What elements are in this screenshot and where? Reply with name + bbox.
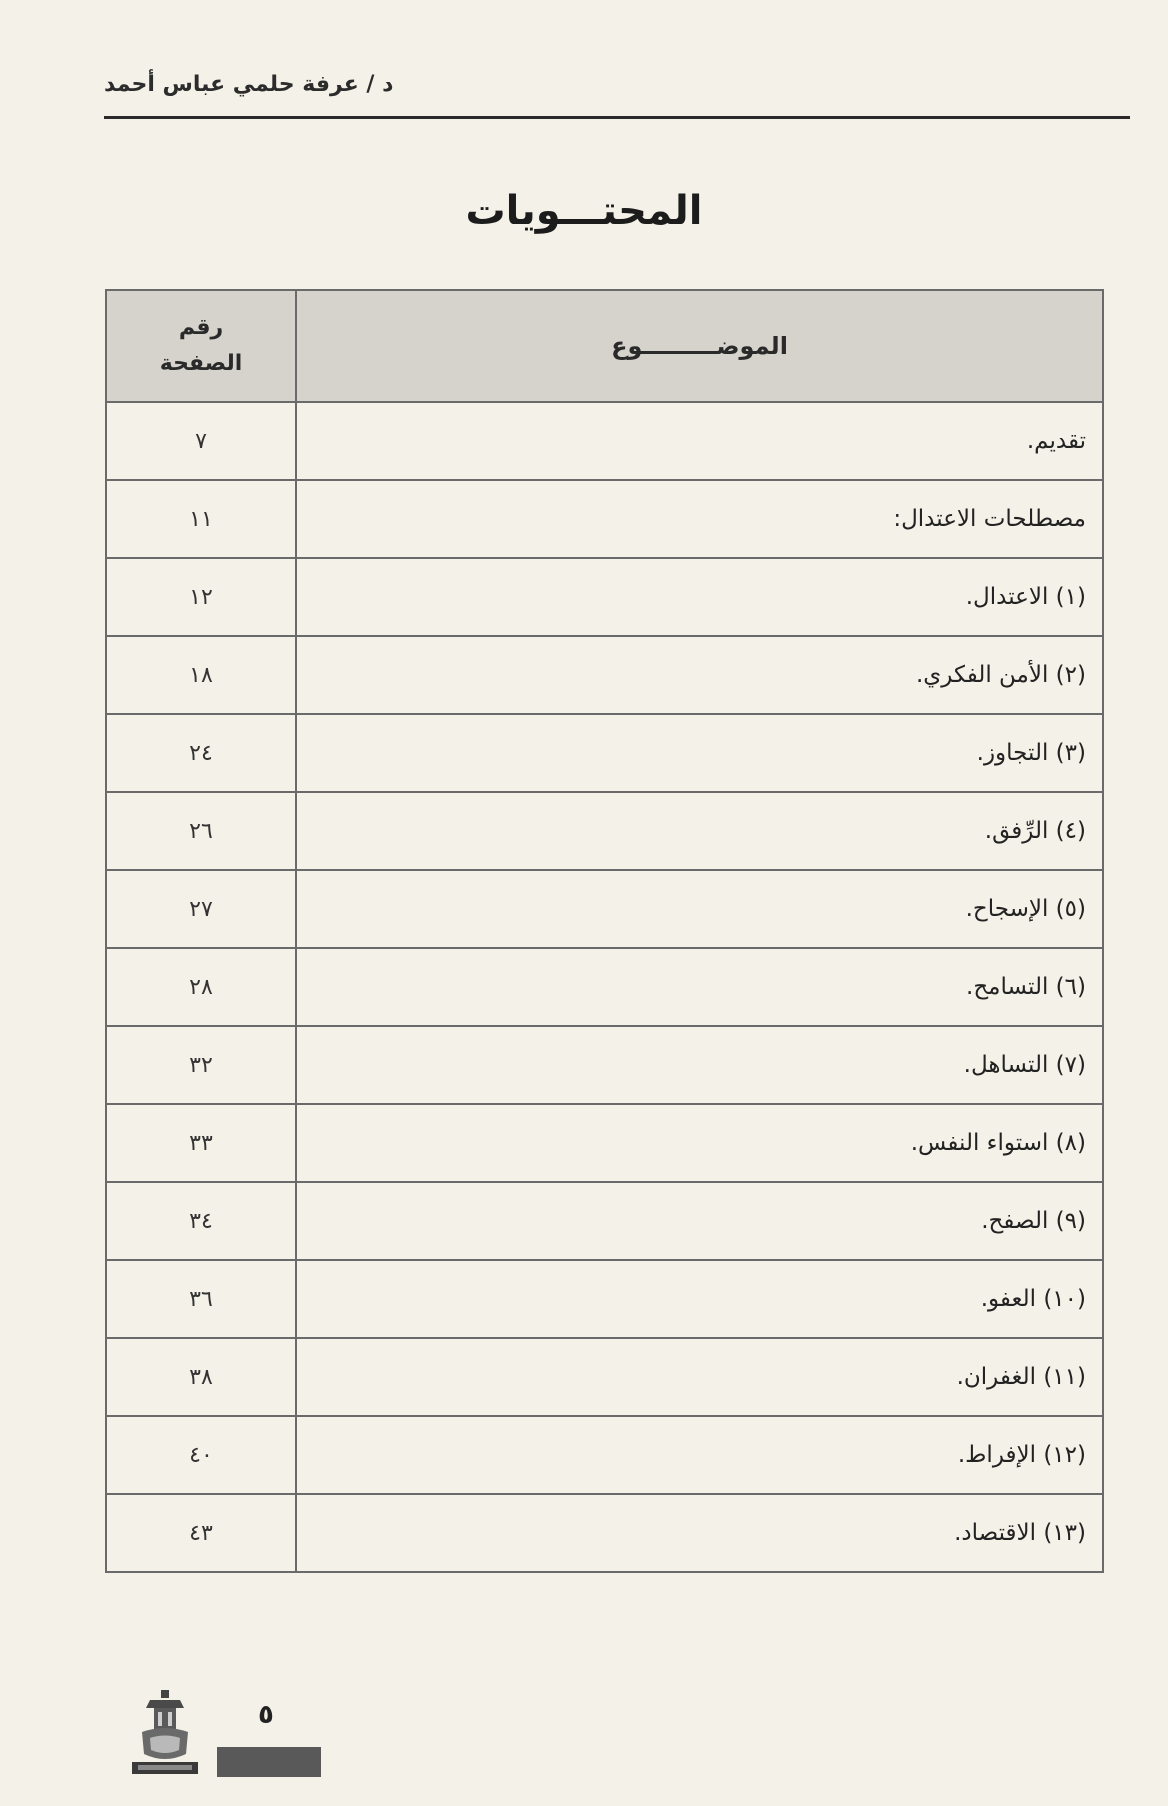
- table-header-row: [106, 290, 1103, 402]
- row-page-number: ٢٨: [106, 948, 296, 1026]
- table-row: [106, 558, 1103, 636]
- row-page-number: ٣٣: [106, 1104, 296, 1182]
- row-page-number: ٣٢: [106, 1026, 296, 1104]
- row-page-number: ٧: [106, 402, 296, 480]
- table-row: [106, 1260, 1103, 1338]
- row-topic: (٧) التساهل.: [296, 1026, 1103, 1104]
- table-row: [106, 1182, 1103, 1260]
- university-emblem-icon: [128, 1688, 202, 1780]
- table-row: [106, 480, 1103, 558]
- row-topic: (٩) الصفح.: [296, 1182, 1103, 1260]
- row-page-number: ٤٠: [106, 1416, 296, 1494]
- table-row: [106, 1026, 1103, 1104]
- contents-table: [105, 289, 1104, 1573]
- table-row: [106, 1494, 1103, 1572]
- row-topic: (٥) الإسجاح.: [296, 870, 1103, 948]
- row-topic: (٦) التسامح.: [296, 948, 1103, 1026]
- row-page-number: ٤٣: [106, 1494, 296, 1572]
- author-name: د / عرفة حلمي عباس أحمد: [104, 72, 394, 97]
- table-row: [106, 948, 1103, 1026]
- row-topic: تقديم.: [296, 402, 1103, 480]
- row-topic: (٣) التجاوز.: [296, 714, 1103, 792]
- row-topic: (٨) استواء النفس.: [296, 1104, 1103, 1182]
- row-topic: (١٠) العفو.: [296, 1260, 1103, 1338]
- row-page-number: ١٢: [106, 558, 296, 636]
- table-row: [106, 714, 1103, 792]
- table-row: [106, 1338, 1103, 1416]
- row-page-number: ٣٤: [106, 1182, 296, 1260]
- table-row: [106, 1104, 1103, 1182]
- table-row: [106, 402, 1103, 480]
- row-page-number: ٢٤: [106, 714, 296, 792]
- row-page-number: ٣٦: [106, 1260, 296, 1338]
- page-number: ٥: [258, 1700, 274, 1730]
- row-page-number: ١١: [106, 480, 296, 558]
- row-topic: مصطلحات الاعتدال:: [296, 480, 1103, 558]
- column-header-page: [106, 290, 296, 402]
- running-head: [104, 72, 1130, 119]
- row-topic: (١) الاعتدال.: [296, 558, 1103, 636]
- column-header-page-line1: رقم: [178, 315, 224, 340]
- row-topic: (١١) الغفران.: [296, 1338, 1103, 1416]
- row-topic: (١٣) الاقتصاد.: [296, 1494, 1103, 1572]
- row-page-number: ٣٨: [106, 1338, 296, 1416]
- row-page-number: ١٨: [106, 636, 296, 714]
- column-header-page-line2: الصفحة: [159, 351, 243, 376]
- row-topic: (١٢) الإفراط.: [296, 1416, 1103, 1494]
- table-row: [106, 636, 1103, 714]
- table-row: [106, 870, 1103, 948]
- table-row: [106, 792, 1103, 870]
- row-page-number: ٢٦: [106, 792, 296, 870]
- table-row: [106, 1416, 1103, 1494]
- row-topic: (٤) الرِّفق.: [296, 792, 1103, 870]
- footer-bar: [217, 1747, 321, 1777]
- row-topic: (٢) الأمن الفكري.: [296, 636, 1103, 714]
- page-title: المحتـــويات: [465, 188, 703, 234]
- column-header-subject: الموضـــــــــوع: [296, 290, 1103, 402]
- row-page-number: ٢٧: [106, 870, 296, 948]
